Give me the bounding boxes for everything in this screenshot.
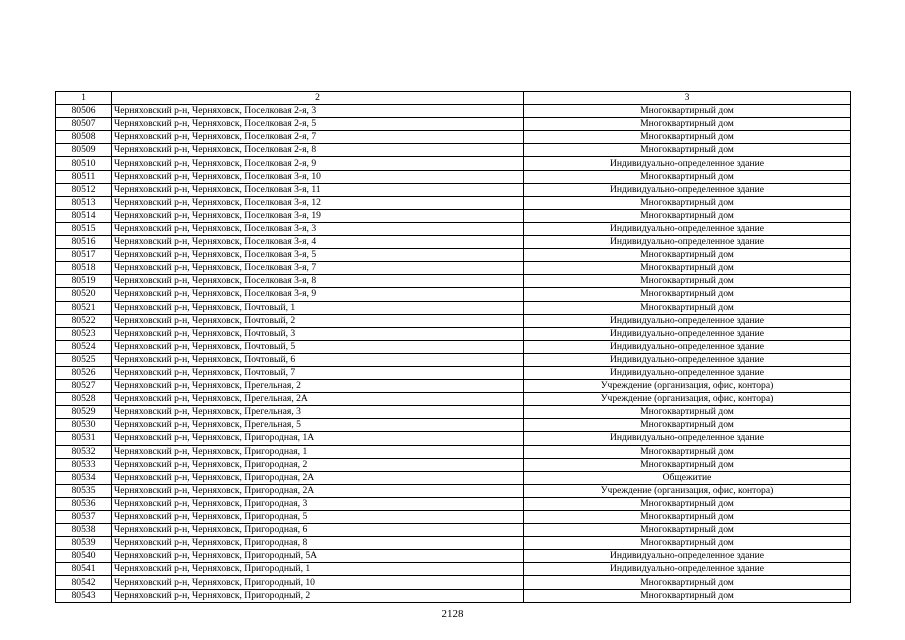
address-cell: Черняховский р-н, Черняховск, Поселковая 3-я, 4: [112, 236, 524, 249]
table-row: [56, 563, 851, 576]
building-type-cell: Индивидуально-определенное здание: [524, 314, 851, 327]
table-row: [56, 249, 851, 262]
register-table-body: [56, 92, 851, 603]
table-row: [56, 432, 851, 445]
object-id-cell: 80543: [56, 589, 112, 602]
address-cell: Черняховский р-н, Черняховск, Поселковая 3-я, 12: [112, 196, 524, 209]
address-cell: Черняховский р-н, Черняховск, Поселковая 2-я, 9: [112, 157, 524, 170]
table-row: [56, 393, 851, 406]
page-number: 2128: [441, 608, 464, 620]
address-cell: Черняховский р-н, Черняховск, Почтовый, 5: [112, 340, 524, 353]
object-id-cell: 80509: [56, 144, 112, 157]
building-type-cell: Индивидуально-определенное здание: [524, 236, 851, 249]
building-type-cell: Многоквартирный дом: [524, 497, 851, 510]
building-type-cell: Учреждение (организация, офис, контора): [524, 380, 851, 393]
building-type-cell: Многоквартирный дом: [524, 576, 851, 589]
address-cell: Черняховский р-н, Черняховск, Пригородная, 6: [112, 524, 524, 537]
building-type-cell: Многоквартирный дом: [524, 131, 851, 144]
table-row: [56, 105, 851, 118]
object-id-cell: 80519: [56, 275, 112, 288]
object-id-cell: 80527: [56, 380, 112, 393]
register-table: [55, 91, 851, 603]
object-id-cell: 80533: [56, 458, 112, 471]
object-id-cell: 80538: [56, 524, 112, 537]
table-row: [56, 497, 851, 510]
address-cell: Черняховский р-н, Черняховск, Поселковая 3-я, 3: [112, 222, 524, 235]
building-type-cell: Многоквартирный дом: [524, 105, 851, 118]
object-id-cell: 80529: [56, 406, 112, 419]
address-cell: Черняховский р-н, Черняховск, Пригородный, 10: [112, 576, 524, 589]
table-row: [56, 576, 851, 589]
building-type-cell: Многоквартирный дом: [524, 288, 851, 301]
object-id-cell: 80530: [56, 419, 112, 432]
building-type-cell: Многоквартирный дом: [524, 118, 851, 131]
building-type-cell: Индивидуально-определенное здание: [524, 563, 851, 576]
header-row: [56, 92, 851, 105]
object-id-cell: 80528: [56, 393, 112, 406]
object-id-cell: 80518: [56, 262, 112, 275]
building-type-cell: Многоквартирный дом: [524, 458, 851, 471]
object-id-cell: 80511: [56, 170, 112, 183]
table-row: [56, 275, 851, 288]
address-cell: Черняховский р-н, Черняховск, Пригородный, 5А: [112, 550, 524, 563]
table-row: [56, 144, 851, 157]
object-id-cell: 80540: [56, 550, 112, 563]
building-type-cell: Индивидуально-определенное здание: [524, 353, 851, 366]
object-id-cell: 80534: [56, 471, 112, 484]
building-type-cell: Индивидуально-определенное здание: [524, 222, 851, 235]
object-id-cell: 80512: [56, 183, 112, 196]
building-type-cell: Индивидуально-определенное здание: [524, 550, 851, 563]
object-id-cell: 80516: [56, 236, 112, 249]
object-id-cell: 80515: [56, 222, 112, 235]
object-id-cell: 80525: [56, 353, 112, 366]
object-id-cell: 80537: [56, 511, 112, 524]
table-row: [56, 366, 851, 379]
table-row: [56, 380, 851, 393]
address-cell: Черняховский р-н, Черняховск, Пригородный, 2: [112, 589, 524, 602]
building-type-cell: Многоквартирный дом: [524, 301, 851, 314]
table-row: [56, 301, 851, 314]
address-cell: Черняховский р-н, Черняховск, Пригородная, 2А: [112, 484, 524, 497]
building-type-cell: Индивидуально-определенное здание: [524, 183, 851, 196]
object-id-cell: 80532: [56, 445, 112, 458]
address-cell: Черняховский р-н, Черняховск, Поселковая 2-я, 5: [112, 118, 524, 131]
building-type-cell: Многоквартирный дом: [524, 170, 851, 183]
object-id-cell: 80513: [56, 196, 112, 209]
address-cell: Черняховский р-н, Черняховск, Почтовый, 1: [112, 301, 524, 314]
table-row: [56, 262, 851, 275]
building-type-cell: Индивидуально-определенное здание: [524, 157, 851, 170]
building-type-cell: Многоквартирный дом: [524, 589, 851, 602]
object-id-cell: 80510: [56, 157, 112, 170]
object-id-cell: 80524: [56, 340, 112, 353]
table-row: [56, 288, 851, 301]
table-row: [56, 471, 851, 484]
table-row: [56, 236, 851, 249]
address-cell: Черняховский р-н, Черняховск, Поселковая 3-я, 5: [112, 249, 524, 262]
table-row: [56, 327, 851, 340]
table-row: [56, 445, 851, 458]
building-type-cell: Многоквартирный дом: [524, 275, 851, 288]
address-cell: Черняховский р-н, Черняховск, Поселковая 3-я, 10: [112, 170, 524, 183]
table-row: [56, 157, 851, 170]
address-cell: Черняховский р-н, Черняховск, Пригородная, 3: [112, 497, 524, 510]
header-cell-2: 2: [112, 92, 524, 105]
building-type-cell: Индивидуально-определенное здание: [524, 366, 851, 379]
table-row: [56, 419, 851, 432]
address-cell: Черняховский р-н, Черняховск, Поселковая 3-я, 19: [112, 209, 524, 222]
address-cell: Черняховский р-н, Черняховск, Поселковая 2-я, 8: [112, 144, 524, 157]
table-row: [56, 589, 851, 602]
object-id-cell: 80507: [56, 118, 112, 131]
object-id-cell: 80522: [56, 314, 112, 327]
building-type-cell: Индивидуально-определенное здание: [524, 432, 851, 445]
building-type-cell: Индивидуально-определенное здание: [524, 340, 851, 353]
object-id-cell: 80517: [56, 249, 112, 262]
table-row: [56, 183, 851, 196]
object-id-cell: 80542: [56, 576, 112, 589]
table-row: [56, 458, 851, 471]
table-row: [56, 353, 851, 366]
object-id-cell: 80508: [56, 131, 112, 144]
address-cell: Черняховский р-н, Черняховск, Поселковая 3-я, 11: [112, 183, 524, 196]
address-cell: Черняховский р-н, Черняховск, Пригородный, 1: [112, 563, 524, 576]
table-row: [56, 550, 851, 563]
table-row: [56, 209, 851, 222]
building-type-cell: Учреждение (организация, офис, контора): [524, 393, 851, 406]
address-cell: Черняховский р-н, Черняховск, Прегельная, 2: [112, 380, 524, 393]
address-cell: Черняховский р-н, Черняховск, Почтовый, 2: [112, 314, 524, 327]
address-cell: Черняховский р-н, Черняховск, Почтовый, 6: [112, 353, 524, 366]
header-cell-3: 3: [524, 92, 851, 105]
object-id-cell: 80535: [56, 484, 112, 497]
table-row: [56, 340, 851, 353]
address-cell: Черняховский р-н, Черняховск, Поселковая 2-я, 7: [112, 131, 524, 144]
building-type-cell: Общежитие: [524, 471, 851, 484]
object-id-cell: 80526: [56, 366, 112, 379]
building-type-cell: Многоквартирный дом: [524, 445, 851, 458]
building-type-cell: Многоквартирный дом: [524, 262, 851, 275]
address-cell: Черняховский р-н, Черняховск, Пригородная, 8: [112, 537, 524, 550]
address-cell: Черняховский р-н, Черняховск, Прегельная, 3: [112, 406, 524, 419]
address-cell: Черняховский р-н, Черняховск, Поселковая 3-я, 8: [112, 275, 524, 288]
object-id-cell: 80520: [56, 288, 112, 301]
table-row: [56, 196, 851, 209]
address-cell: Черняховский р-н, Черняховск, Поселковая 3-я, 7: [112, 262, 524, 275]
object-id-cell: 80531: [56, 432, 112, 445]
object-id-cell: 80539: [56, 537, 112, 550]
building-type-cell: Учреждение (организация, офис, контора): [524, 484, 851, 497]
address-cell: Черняховский р-н, Черняховск, Почтовый, 7: [112, 366, 524, 379]
address-cell: Черняховский р-н, Черняховск, Пригородная, 5: [112, 511, 524, 524]
table-row: [56, 131, 851, 144]
building-type-cell: Многоквартирный дом: [524, 511, 851, 524]
building-type-cell: Многоквартирный дом: [524, 196, 851, 209]
address-cell: Черняховский р-н, Черняховск, Пригородная, 2: [112, 458, 524, 471]
building-type-cell: Многоквартирный дом: [524, 209, 851, 222]
table-row: [56, 537, 851, 550]
table-row: [56, 484, 851, 497]
building-type-cell: Многоквартирный дом: [524, 419, 851, 432]
address-cell: Черняховский р-н, Черняховск, Пригородная, 2А: [112, 471, 524, 484]
table-row: [56, 222, 851, 235]
address-cell: Черняховский р-н, Черняховск, Пригородная, 1А: [112, 432, 524, 445]
object-id-cell: 80521: [56, 301, 112, 314]
object-id-cell: 80514: [56, 209, 112, 222]
address-cell: Черняховский р-н, Черняховск, Прегельная, 2А: [112, 393, 524, 406]
object-id-cell: 80541: [56, 563, 112, 576]
address-cell: Черняховский р-н, Черняховск, Почтовый, 3: [112, 327, 524, 340]
table-row: [56, 524, 851, 537]
table-row: [56, 314, 851, 327]
table-row: [56, 170, 851, 183]
table-row: [56, 511, 851, 524]
table-row: [56, 118, 851, 131]
object-id-cell: 80536: [56, 497, 112, 510]
table-row: [56, 406, 851, 419]
object-id-cell: 80506: [56, 105, 112, 118]
header-cell-1: 1: [56, 92, 112, 105]
building-type-cell: Индивидуально-определенное здание: [524, 327, 851, 340]
address-cell: Черняховский р-н, Черняховск, Поселковая 3-я, 9: [112, 288, 524, 301]
building-type-cell: Многоквартирный дом: [524, 524, 851, 537]
building-type-cell: Многоквартирный дом: [524, 249, 851, 262]
building-type-cell: Многоквартирный дом: [524, 144, 851, 157]
address-cell: Черняховский р-н, Черняховск, Поселковая 2-я, 3: [112, 105, 524, 118]
building-type-cell: Многоквартирный дом: [524, 406, 851, 419]
address-cell: Черняховский р-н, Черняховск, Прегельная, 5: [112, 419, 524, 432]
object-id-cell: 80523: [56, 327, 112, 340]
address-cell: Черняховский р-н, Черняховск, Пригородная, 1: [112, 445, 524, 458]
building-type-cell: Многоквартирный дом: [524, 537, 851, 550]
